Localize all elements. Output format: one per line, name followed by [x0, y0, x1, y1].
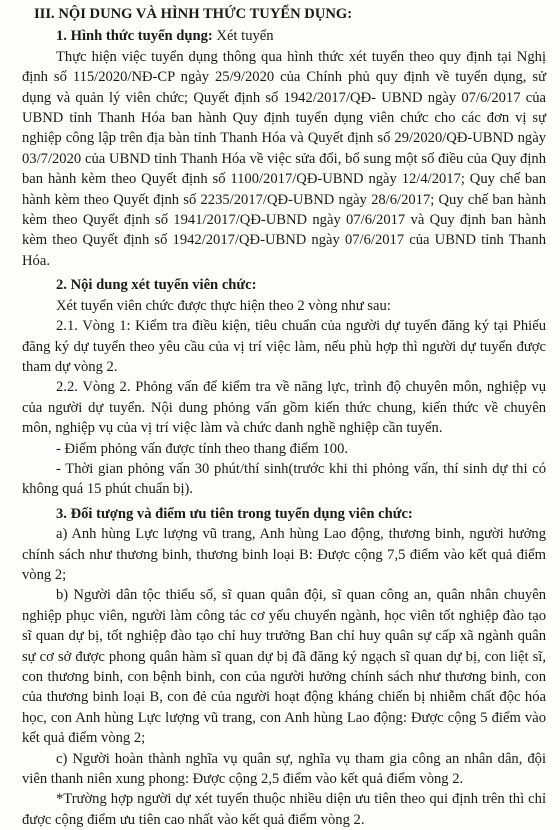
priority-note: *Trường hợp người dự xét tuyển thuộc nhiều diện ưu tiên theo qui định trên thì chỉ được cộng điểm ưu tiên cao nhất vào kết quả điểm vòng 2.	[22, 791, 546, 828]
priority-item-a: a) Anh hùng Lực lượng vũ trang, Anh hùng Lao động, thương binh, người hưởng chính sách như thương binh, thương binh loại B: Được cộng 7,5 điểm vào kết quả điểm vòng 2;	[22, 526, 546, 583]
heading-recruitment-form-value: Xét tuyển	[212, 28, 274, 45]
heading-priority: 3. Đối tượng và điểm ưu tiên trong tuyển dụng viên chức:	[56, 505, 413, 522]
recruitment-form-body: Thực hiện việc tuyển dụng thông qua hình thức xét tuyển theo quy định tại Nghị định số 115/2020/NĐ-CP ngày 25/9/2020 của Chính phủ quy định về tuyển dụng, sử dụng và quản lý viên chức; Quyết định số 1942/2017/QĐ- UBND ngày 07/6/2017 của UBND tỉnh Thanh Hóa ban hành Quy định tuyển dụng viên chức cho các đơn vị sự nghiệp công lập trên địa bàn tỉnh Thanh Hóa và Quyết định số 29/2020/QĐ-UBND ngày 03/7/2020 của UBND tỉnh Thanh Hóa về việc sửa đổi, bổ sung một số điều của Quy định ban hành kèm theo Quyết định số 1100/2017/QĐ-UBND ngày 12/4/2017; Quy chế ban hành kèm theo Quyết định số 2235/2017/QĐ-UBND ngày 28/6/2017; Quy chế ban hành kèm theo Quyết định số 1941/2017/QĐ-UBND ngày 07/6/2017 và Quy định ban hành kèm theo Quyết định số 1942/2017/QĐ-UBND ngày 07/6/2017 của UBND tỉnh Thanh Hóa.	[22, 48, 546, 269]
round-1-paragraph: 2.1. Vòng 1: Kiểm tra điều kiện, tiêu chuẩn của người dự tuyển đăng ký tại Phiếu đăng ký dự tuyển theo yêu cầu của vị trí việc làm, nếu phù hợp thì người dự tuyển được tham dự vòng 2.	[22, 318, 546, 375]
section-title: III. NỘI DUNG VÀ HÌNH THỨC TUYỂN DỤNG:	[34, 6, 353, 22]
priority-item-c: c) Người hoàn thành nghĩa vụ quân sự, nghĩa vụ tham gia công an nhân dân, đội viên thanh niên xung phong: Được cộng 2,5 điểm vào kết quả điểm vòng 2.	[22, 750, 546, 788]
heading-recruitment-form	[22, 26, 546, 46]
round-2-paragraph: 2.2. Vòng 2. Phỏng vấn để kiểm tra về năng lực, trình độ chuyên môn, nghiệp vụ của người dự tuyển. Nội dung phỏng vấn gồm kiến thức chung, kiến thức về chuyên môn, nghiệp vụ của vị trí việc làm và chức danh nghề nghiệp cần tuyển.	[22, 379, 546, 437]
priority-item-b: b) Người dân tộc thiểu số, sĩ quan quân đội, sĩ quan công an, quân nhân chuyên nghiệp phục viên, người làm công tác cơ yếu chuyển ngành, học viên tốt nghiệp đào tạo sĩ quan dự bị, tốt nghiệp đào tạo chỉ huy trưởng Ban chỉ huy quân sự cấp xã ngành quân sự cơ sở được phong quân hàm sĩ quan dự bị đã đăng ký ngạch sĩ quan dự bị, con liệt sĩ, con thương binh, con bệnh binh, con của người hưởng chính sách như thương binh, con của thương binh loại B, con đẻ của người hoạt động kháng chiến bị nhiễm chất độc hóa học, con Anh hùng Lực lượng vũ trang, con Anh hùng Lao động: Được cộng 5 điểm vào kết quả điểm vòng 2;	[22, 587, 546, 747]
interview-score-paragraph: - Điểm phỏng vấn được tính theo thang điểm 100.	[56, 440, 349, 457]
interview-time-paragraph: - Thời gian phỏng vấn 30 phút/thí sinh(trước khi thi phỏng vấn, thí sinh dự thi có không quá 15 phút chuẩn bị).	[22, 460, 546, 498]
recruitment-content-intro: Xét tuyển viên chức được thực hiện theo 2 vòng như sau:	[56, 297, 391, 314]
heading-recruitment-form-label: 1. Hình thức tuyển dụng:	[56, 28, 213, 45]
heading-recruitment-content: 2. Nội dung xét tuyển viên chức:	[56, 277, 257, 294]
